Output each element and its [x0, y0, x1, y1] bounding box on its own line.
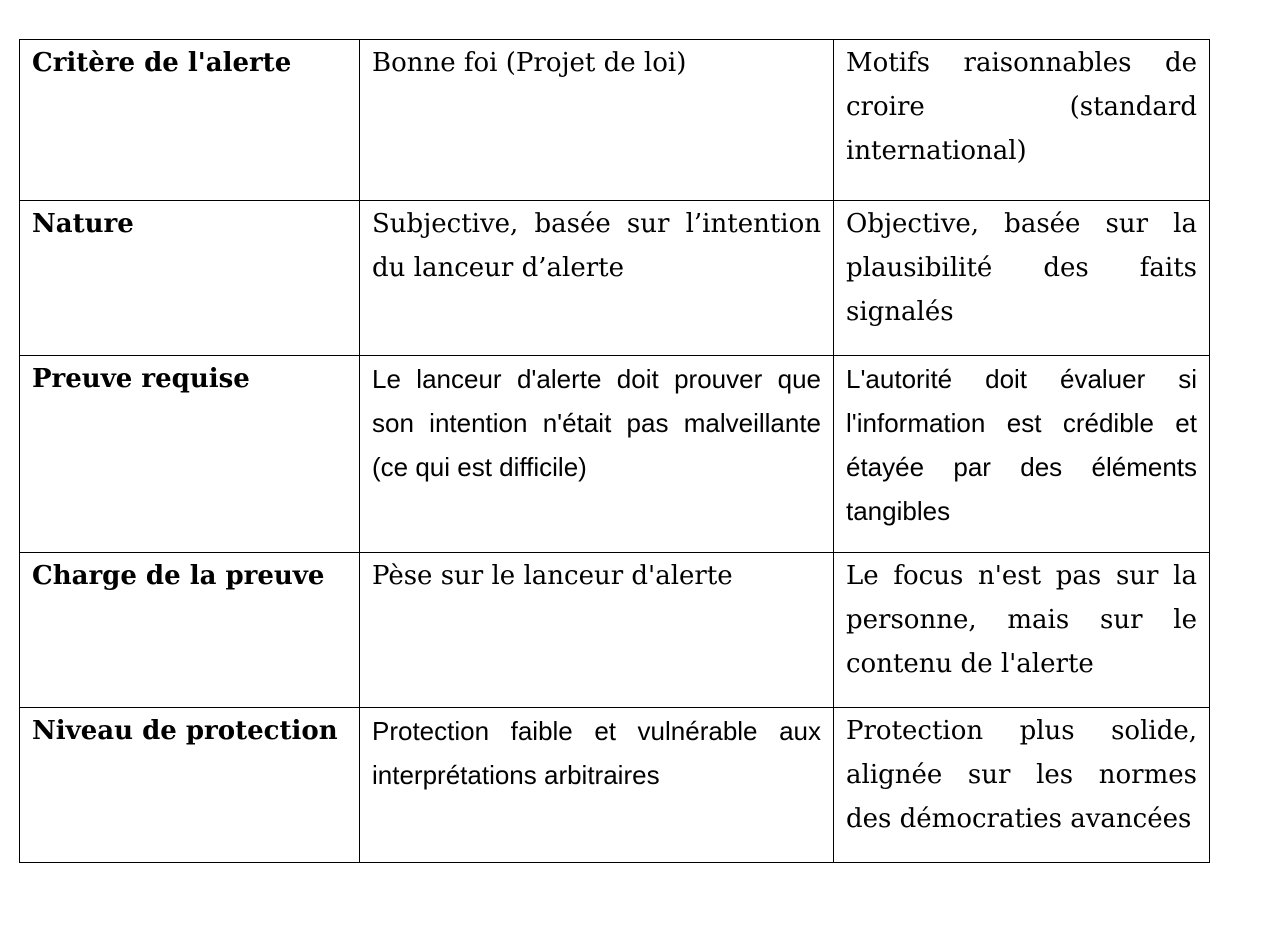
table-row	[20, 553, 1210, 708]
comparison-table	[19, 39, 1210, 863]
criterion-cell: Preuve requise	[20, 356, 360, 553]
criterion-cell: Critère de l'alerte	[20, 40, 360, 201]
bill-cell: Pèse sur le lanceur d'alerte	[360, 553, 834, 708]
bill-cell: Le lanceur d'alerte doit prouver que son intention n'était pas malveillante (ce qui est difficile)	[360, 356, 834, 553]
standard-cell: Objective, basée sur la plausibilité des faits signalés	[834, 201, 1210, 356]
standard-cell: Le focus n'est pas sur la personne, mais sur le contenu de l'alerte	[834, 553, 1210, 708]
table-row	[20, 40, 1210, 201]
criterion-cell: Charge de la preuve	[20, 553, 360, 708]
criterion-cell: Nature	[20, 201, 360, 356]
table-row	[20, 708, 1210, 863]
standard-cell: Motifs raisonnables de croire (standard international)	[834, 40, 1210, 201]
table-row	[20, 356, 1210, 553]
table-row	[20, 201, 1210, 356]
criterion-cell: Niveau de protection	[20, 708, 360, 863]
bill-cell: Protection faible et vulnérable aux interprétations arbitraires	[360, 708, 834, 863]
standard-cell: Protection plus solide, alignée sur les normes des démocraties avancées	[834, 708, 1210, 863]
bill-cell: Bonne foi (Projet de loi)	[360, 40, 834, 201]
bill-cell: Subjective, basée sur l’intention du lanceur d’alerte	[360, 201, 834, 356]
standard-cell: L'autorité doit évaluer si l'information est crédible et étayée par des éléments tangibles	[834, 356, 1210, 553]
